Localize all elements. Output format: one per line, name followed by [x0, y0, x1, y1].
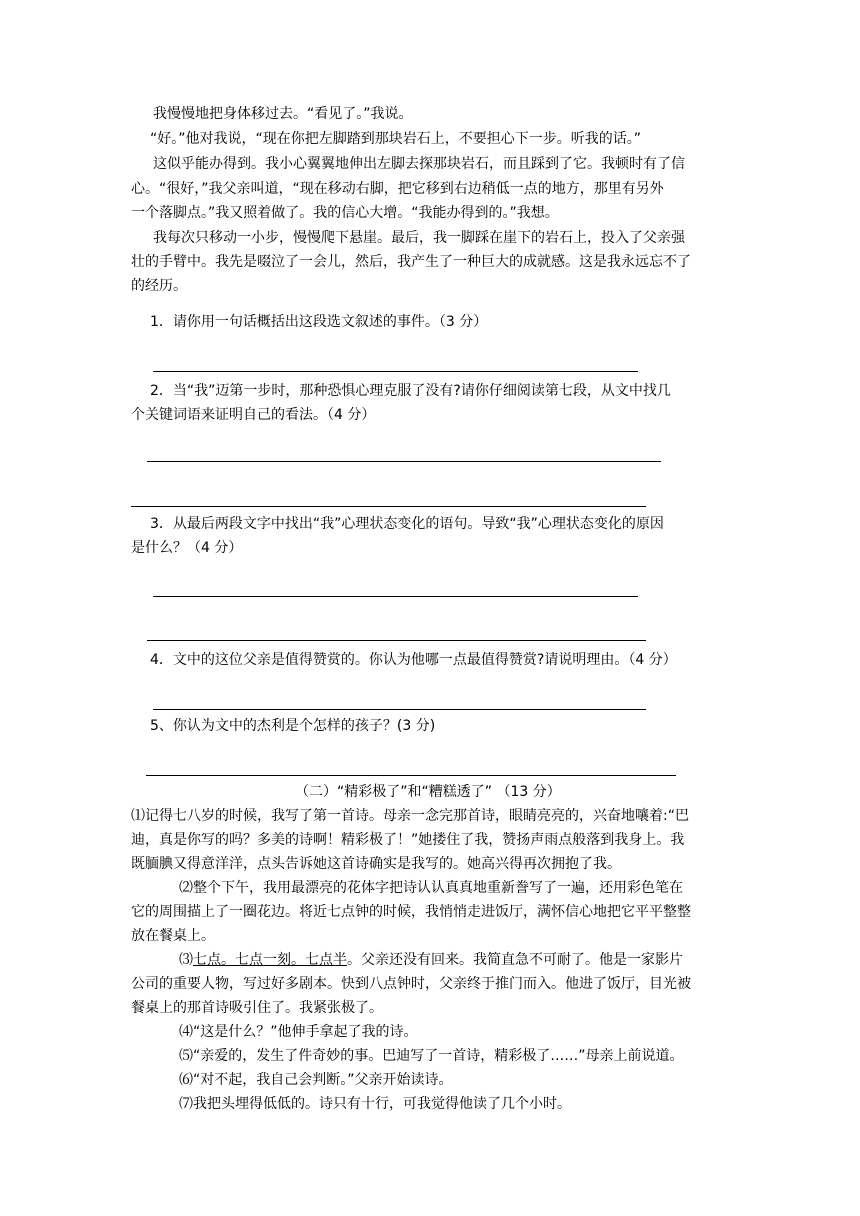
paragraph-line: ⑷“这是什么？”他伸手拿起了我的诗。 [179, 1024, 418, 1040]
question-2: 2．当“我”迈第一步时，那种恐惧心理克服了没有?请你仔细阅读第七段，从文中找几 [150, 383, 671, 399]
paragraph-line: 既腼腆又得意洋洋，点头告诉她这首诗确实是我写的。她高兴得再次拥抱了我。 [131, 856, 621, 872]
paragraph-line-3 [179, 948, 683, 972]
question-3: 3．从最后两段文字中找出“我”心理状态变化的语句。导致“我”心理状态变化的原因 [150, 516, 664, 532]
paragraph-line: ⑵整个下午，我用最漂亮的花体字把诗认认真真地重新誊写了一遍，还用彩色笔在 [179, 880, 683, 896]
answer-line[interactable] [153, 596, 638, 597]
paragraph-line: 公司的重要人物，写过好多剧本。快到八点钟时，父亲终于推门而入。他进了饭厅，目光被 [131, 976, 691, 992]
passage-line: 壮的手臂中。我先是啜泣了一会儿，然后，我产生了一种巨大的成就感。这是我永远忘不了 [131, 254, 691, 270]
paragraph-line: 它的周围描上了一圈花边。将近七点钟的时候，我悄悄走进饭厅，满怀信心地把它平平整整 [131, 904, 691, 920]
answer-line[interactable] [153, 371, 638, 372]
passage-line: “好。”他对我说，“现在你把左脚踏到那块岩石上，不要担心下一步。听我的话。” [150, 131, 642, 147]
answer-line[interactable] [146, 775, 676, 776]
paragraph-line: ⑺我把头埋得低低的。诗只有十行，可我觉得他读了几个小时。 [179, 1096, 571, 1112]
paragraph-mark: ⑶ [179, 952, 193, 968]
section-title: （二）“精彩极了”和“糟糕透了” （13 分） [295, 784, 561, 800]
question-2-cont: 个关键词语来证明自己的看法。（4 分） [131, 407, 376, 423]
underlined-phrase: 七点。七点一刻。七点半 [193, 952, 347, 968]
paragraph-text: 。父亲还没有回来。我简直急不可耐了。他是一家影片 [347, 952, 683, 968]
passage-line: 心。“很好，”我父亲叫道，“现在移动右脚，把它移到右边稍低一点的地方，那里有另外 [131, 181, 664, 197]
paragraph-line: 放在餐桌上。 [131, 928, 215, 944]
question-4: 4．文中的这位父亲是值得赞赏的。你认为他哪一点最值得赞赏?请说明理由。（4 分） [150, 652, 677, 668]
question-1: 1．请你用一句话概括出这段选文叙述的事件。（3 分） [150, 314, 488, 330]
answer-line[interactable] [147, 640, 646, 641]
passage-line: 的经历。 [131, 278, 187, 294]
paragraph-line: ⑹“对不起，我自己会判断。”父亲开始读诗。 [179, 1072, 453, 1088]
passage-line: 我慢慢地把身体移过去。“看见了。”我说。 [153, 106, 413, 122]
paragraph-line: ⑴记得七八岁的时候，我写了第一首诗。母亲一念完那首诗，眼睛亮亮的，兴奋地嚷着:“巴 [131, 808, 689, 824]
answer-line[interactable] [147, 461, 661, 462]
paragraph-line: ⑸“亲爱的，发生了件奇妙的事。巴迪写了一首诗，精彩极了……”母亲上前说道。 [179, 1048, 684, 1064]
answer-line[interactable] [131, 506, 646, 507]
question-5: 5、你认为文中的杰利是个怎样的孩子？(3 分) [150, 718, 436, 734]
passage-line: 这似乎能办得到。我小心翼翼地伸出左脚去探那块岩石，而且踩到了它。我顿时有了信 [153, 156, 685, 172]
paragraph-line: 迪，真是你写的吗？多美的诗啊！精彩极了！”她搂住了我，赞扬声雨点般落到我身上。我 [131, 832, 685, 848]
passage-line: 我每次只移动一小步，慢慢爬下悬崖。最后，我一脚踩在崖下的岩石上，投入了父亲强 [153, 230, 685, 246]
passage-line: 一个落脚点。”我又照着做了。我的信心大增。“我能办得到的。”我想。 [131, 205, 559, 221]
answer-line[interactable] [153, 709, 646, 710]
paragraph-line: 餐桌上的那首诗吸引住了。我紧张极了。 [131, 1000, 383, 1016]
question-3-cont: 是什么？（4 分） [131, 540, 243, 556]
